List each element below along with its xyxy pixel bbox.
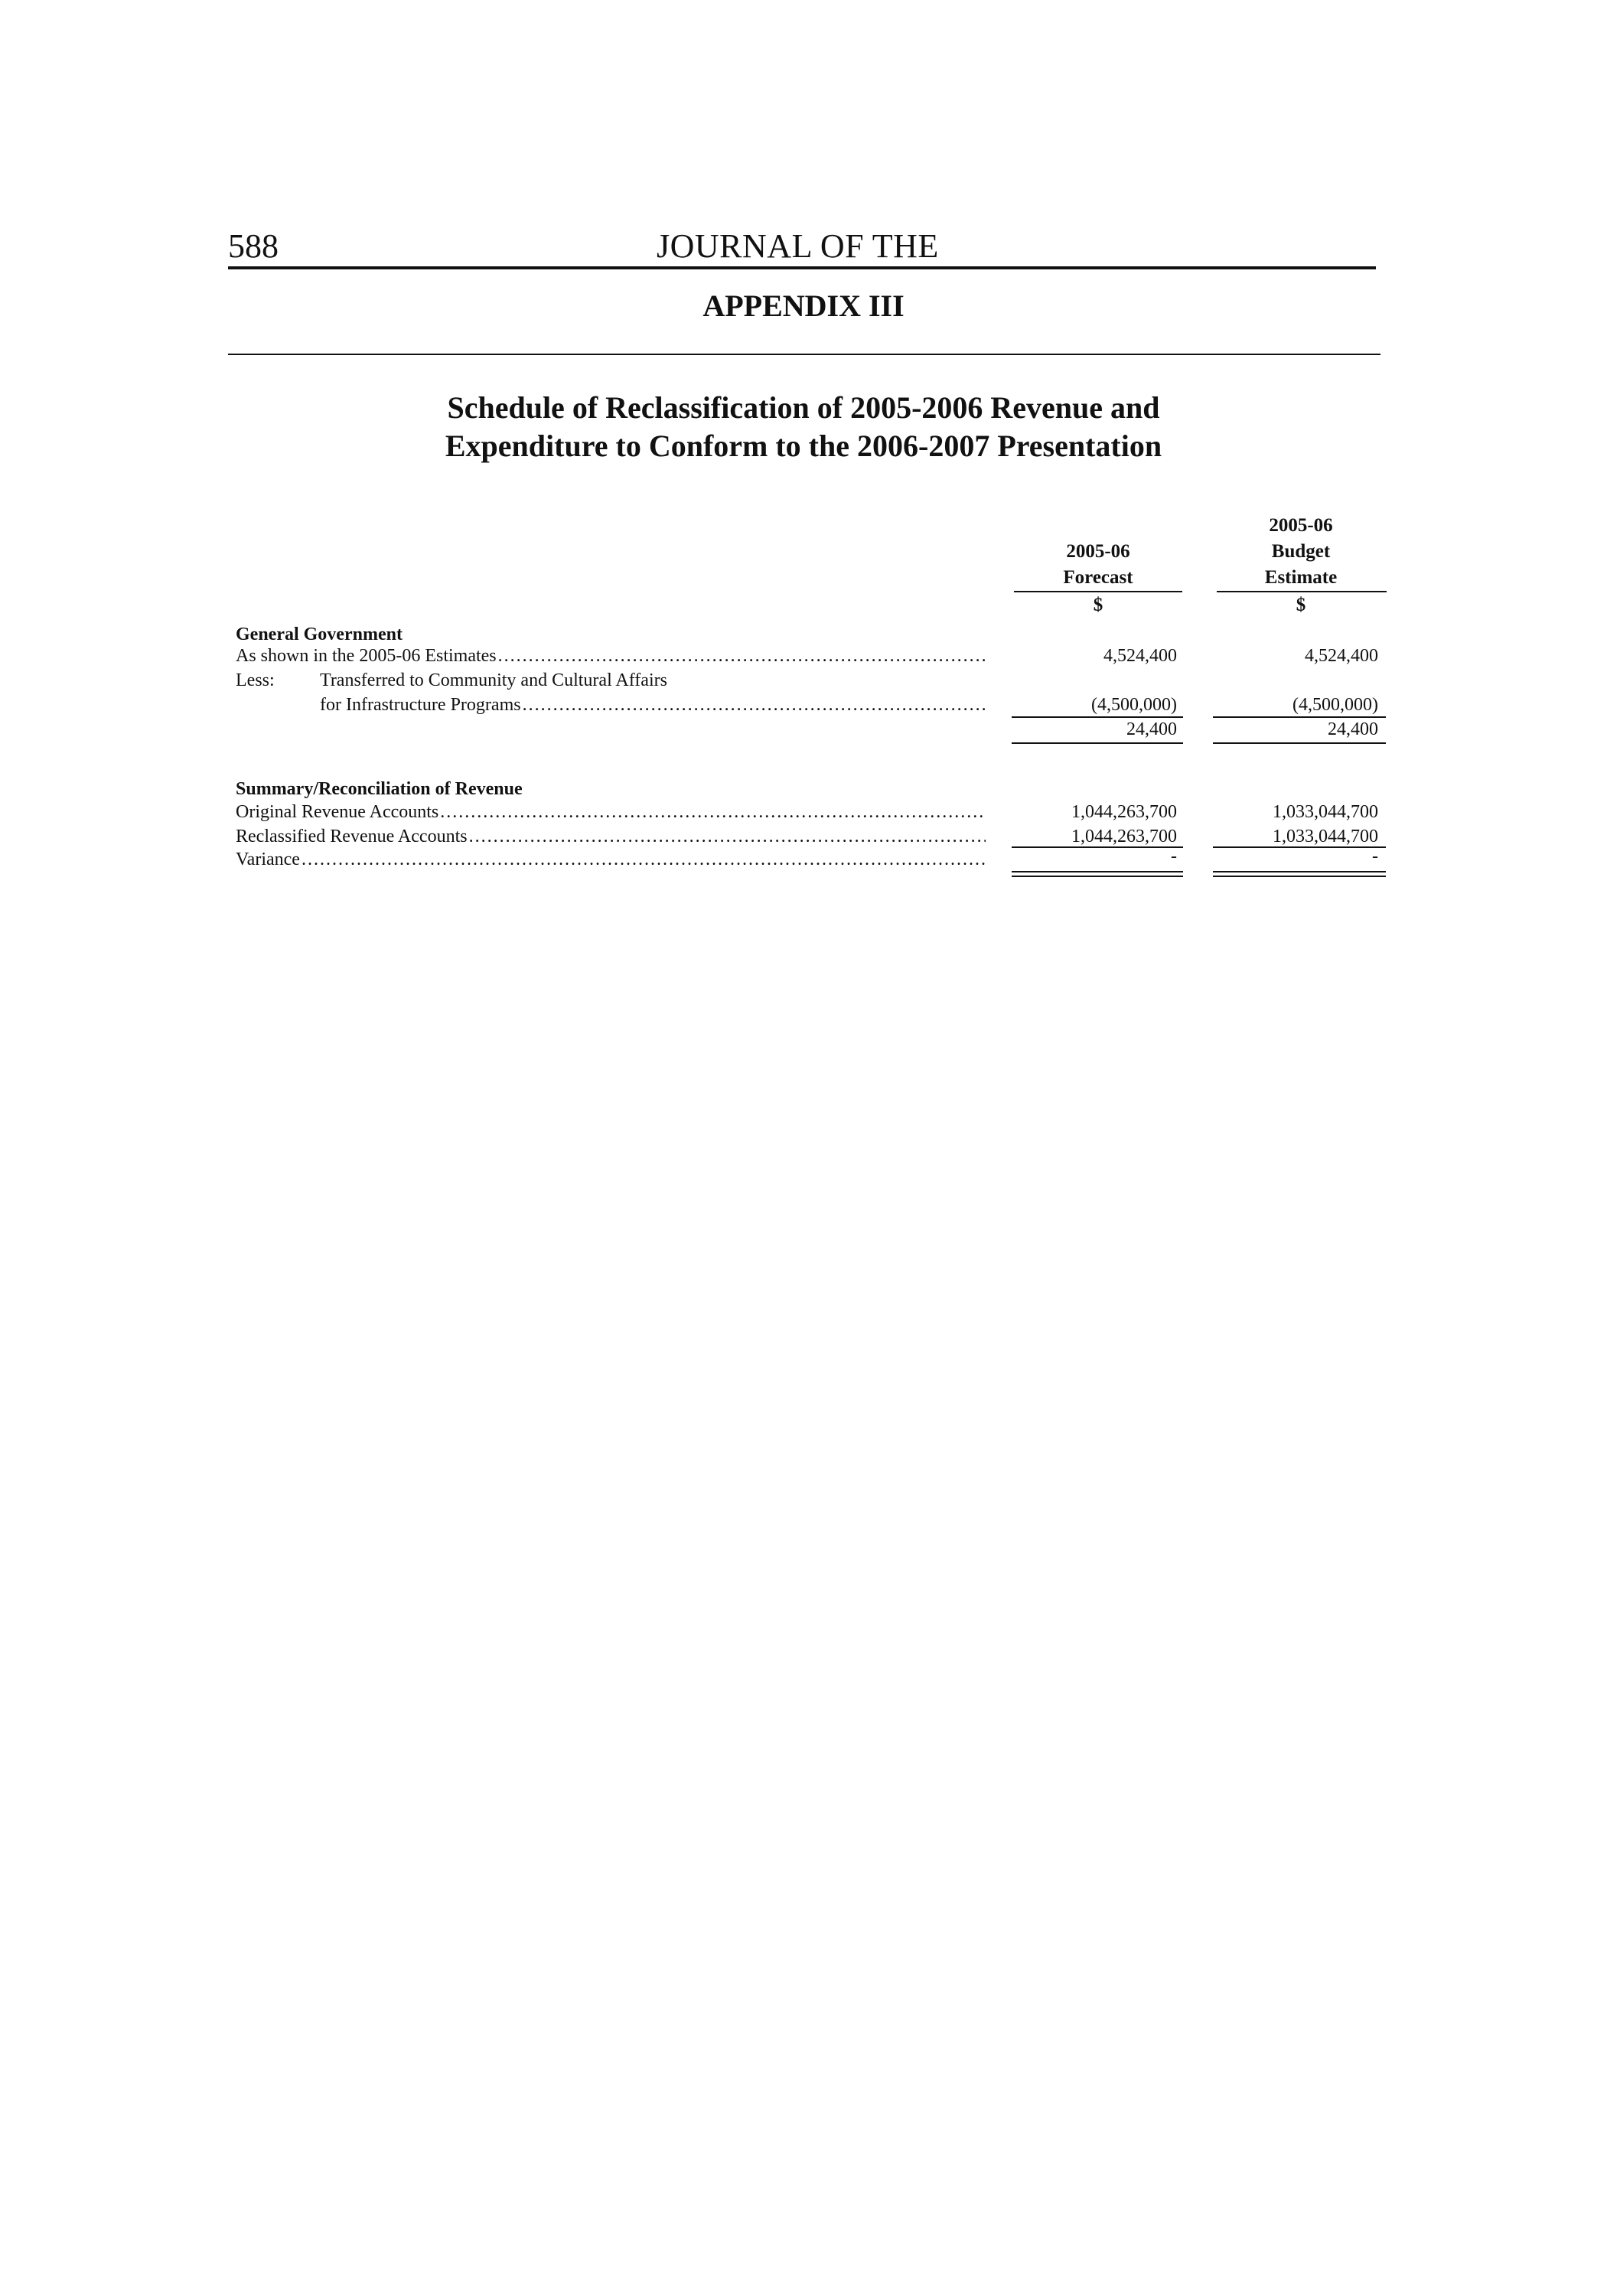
variance-label: Variance [236, 850, 300, 869]
as-shown-budget: 4,524,400 [1305, 646, 1378, 666]
leader-dots [440, 801, 986, 823]
journal-title: JOURNAL OF THE [657, 227, 939, 265]
budget-variance-rule-bottom [1213, 876, 1386, 877]
transferred-budget: (4,500,000) [1292, 695, 1378, 715]
original-revenue-budget: 1,033,044,700 [1273, 802, 1378, 822]
as-shown-forecast: 4,524,400 [1103, 646, 1177, 666]
budget-header-year: 2005-06 [1269, 515, 1333, 536]
summary-heading: Summary/Reconciliation of Revenue [236, 779, 523, 799]
leader-dots [302, 848, 986, 871]
as-shown-label: As shown in the 2005-06 Estimates [236, 646, 497, 666]
forecast-header-label: Forecast [1063, 567, 1133, 588]
variance-forecast: - [1171, 846, 1177, 866]
budget-header-label: Budget [1271, 541, 1331, 562]
reclassified-revenue-budget: 1,033,044,700 [1273, 827, 1378, 846]
transferred-label-line2: for Infrastructure Programs [320, 695, 521, 715]
forecast-variance-rule-bottom [1012, 876, 1183, 877]
leader-dots [523, 693, 986, 716]
transferred-label-line1: Transferred to Community and Cultural Affairs [320, 670, 667, 690]
general-government-heading: General Government [236, 625, 403, 644]
reclassified-revenue-forecast: 1,044,263,700 [1071, 827, 1177, 846]
budget-unit: $ [1296, 595, 1306, 615]
forecast-variance-rule-top [1012, 871, 1183, 872]
forecast-header-year: 2005-06 [1066, 541, 1130, 562]
as-shown-row-label [236, 644, 986, 667]
forecast-unit: $ [1093, 595, 1103, 615]
appendix-rule [228, 354, 1380, 355]
summary-row-original [236, 801, 986, 823]
appendix-heading: APPENDIX III [702, 289, 905, 323]
transferred-forecast: (4,500,000) [1091, 695, 1177, 715]
leader-dots [469, 825, 986, 848]
general-government-total-budget: 24,400 [1328, 719, 1378, 739]
reclassified-revenue-label: Reclassified Revenue Accounts [236, 827, 468, 846]
summary-row-variance [236, 848, 986, 871]
general-government-total-forecast: 24,400 [1126, 719, 1177, 739]
page-number: 588 [228, 227, 279, 265]
leader-dots [498, 644, 986, 667]
original-revenue-label: Original Revenue Accounts [236, 802, 439, 822]
header-rule [228, 266, 1376, 269]
schedule-title [0, 389, 1607, 465]
transferred-row-label [320, 693, 986, 716]
budget-variance-rule-top [1213, 871, 1386, 872]
less-label: Less: [236, 670, 275, 690]
budget-header-estimate: Estimate [1264, 567, 1338, 588]
original-revenue-forecast: 1,044,263,700 [1071, 802, 1177, 822]
variance-budget: - [1372, 846, 1378, 866]
budget-total-rule [1213, 742, 1386, 744]
summary-row-reclassified [236, 825, 986, 848]
schedule-title-line2: Expenditure to Conform to the 2006-2007 Presentation [445, 429, 1162, 463]
forecast-total-rule [1012, 742, 1183, 744]
schedule-title-line1: Schedule of Reclassification of 2005-2006 Revenue and [447, 390, 1160, 425]
